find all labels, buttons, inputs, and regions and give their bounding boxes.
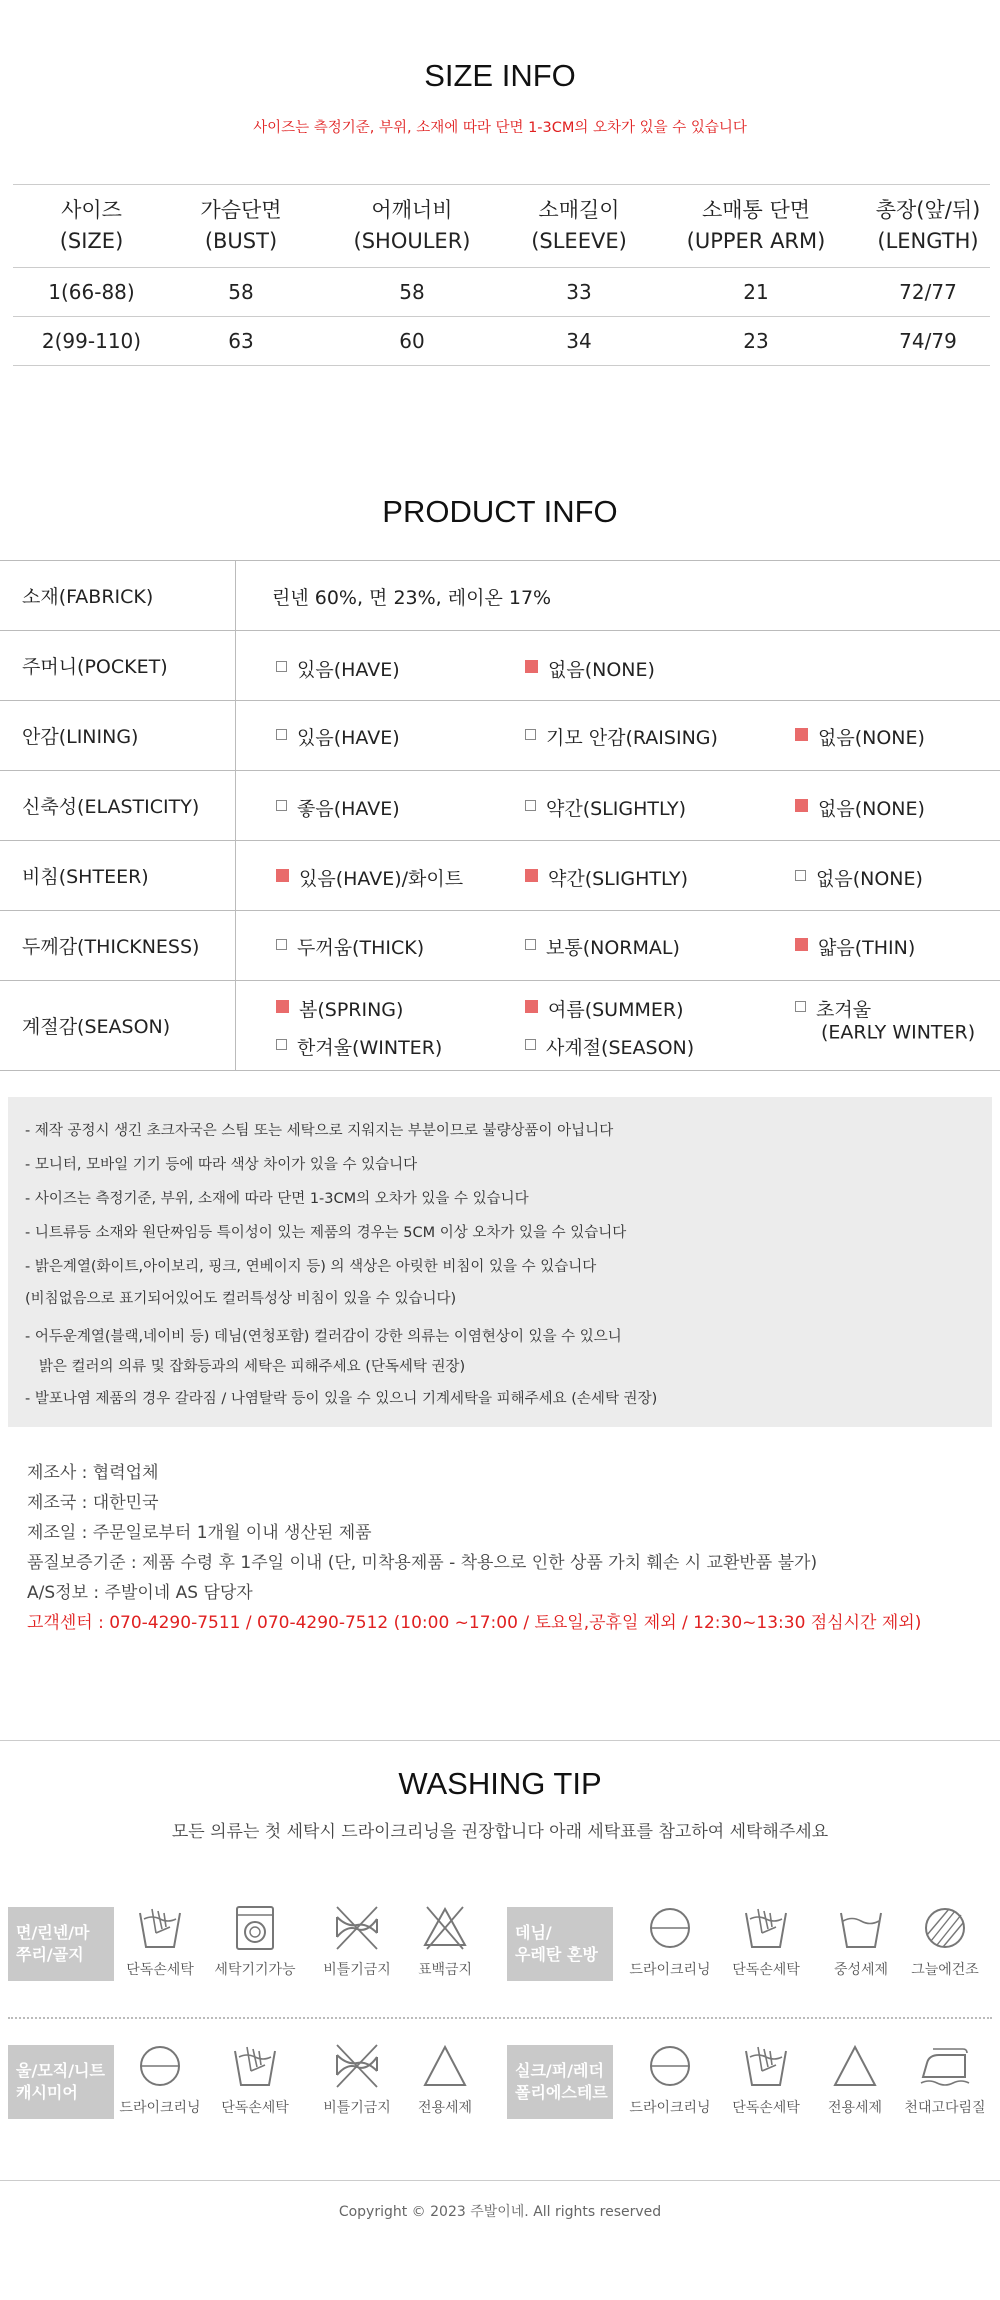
- product-info-row-elasticity: [0, 771, 1000, 841]
- option-slightly: 약간(SLIGHTLY): [525, 794, 686, 821]
- option-have: 있음(HAVE): [276, 723, 400, 750]
- table-cell: 60: [312, 317, 512, 366]
- wash-item: 드라이크리닝: [625, 1903, 715, 1979]
- washing-machine-icon: [229, 1903, 281, 1953]
- size-header-sleeve: 소매길이 (SLEEVE): [512, 185, 646, 268]
- maker-info-line: 제조일 : 주문일로부터 1개월 이내 생산된 제품: [27, 1523, 372, 1543]
- checkbox-checked: [525, 869, 538, 882]
- wash-item: 단독손세탁: [210, 2041, 300, 2117]
- checkbox-checked: [276, 869, 289, 882]
- option-early-winter-en: (EARLY WINTER): [821, 1021, 976, 1044]
- row-label: 두께감(THICKNESS): [0, 911, 236, 980]
- customer-center-line: 고객센터 : 070-4290-7511 / 070-4290-7512 (10:00 ~17:00 / 토요일,공휴일 제외 / 12:30~13:30 점심시간 제외): [27, 1613, 922, 1633]
- wash-item: 비틀기금지: [312, 1903, 402, 1979]
- maker-info-line: A/S정보 : 주발이네 AS 담당자: [27, 1583, 253, 1603]
- iron-with-cloth-icon: [919, 2041, 971, 2091]
- wash-item: 중성세제: [816, 1903, 906, 1979]
- size-table: [13, 184, 990, 366]
- dry-clean-icon: [134, 2041, 186, 2091]
- checkbox-unchecked: [276, 729, 287, 740]
- wash-item: 표백금지: [400, 1903, 490, 1979]
- row-label: 소재(FABRICK): [0, 561, 236, 630]
- checkbox-unchecked: [276, 939, 287, 950]
- checkbox-checked: [795, 938, 808, 951]
- maker-info-line: 품질보증기준 : 제품 수령 후 1주일 이내 (단, 미착용제품 - 착용으로 인한 상품 가치 훼손 시 교환반품 불가): [27, 1553, 818, 1573]
- dry-clean-icon: [644, 2041, 696, 2091]
- notice-line: (비침없음으로 표기되어있어도 컬러특성상 비침이 있을 수 있습니다): [25, 1291, 457, 1307]
- hand-wash-icon: [229, 2041, 281, 2091]
- table-cell: 58: [170, 268, 312, 317]
- maker-info-line: 제조사 : 협력업체: [27, 1463, 159, 1483]
- product-info-table: [0, 560, 1000, 1071]
- option-have: 좋음(HAVE): [276, 794, 400, 821]
- table-cell: 34: [512, 317, 646, 366]
- checkbox-unchecked: [525, 800, 536, 811]
- hand-wash-icon: [134, 1903, 186, 1953]
- wash-item: 전용세제: [400, 2041, 490, 2117]
- table-cell: 72/77: [866, 268, 990, 317]
- notice-line: - 어두운계열(블랙,네이비 등) 데님(연청포함) 컬러감이 강한 의류는 이염현상이 있을 수 있으니: [25, 1329, 622, 1345]
- option-raising: 기모 안감(RAISING): [525, 723, 718, 750]
- option-slightly: 약간(SLIGHTLY): [525, 864, 688, 891]
- checkbox-checked: [525, 1000, 538, 1013]
- wash-item: 단독손세탁: [721, 1903, 811, 1979]
- notice-line: - 밝은계열(화이트,아이보리, 핑크, 연베이지 등) 의 색상은 아릿한 비침이 있을 수 있습니다: [25, 1259, 597, 1275]
- row-label: 안감(LINING): [0, 701, 236, 770]
- option-none: 없음(NONE): [795, 864, 923, 891]
- checkbox-unchecked: [276, 1039, 287, 1050]
- product-info-row-lining: [0, 701, 1000, 771]
- checkbox-unchecked: [795, 1001, 806, 1012]
- table-row: [13, 268, 990, 317]
- option-early-winter: 초겨울: [795, 995, 871, 1022]
- product-info-row-fabric: [0, 561, 1000, 631]
- wash-category-silk: 실크/퍼/레더 폴리에스테르: [507, 2045, 613, 2119]
- maker-info-line: 제조국 : 대한민국: [27, 1493, 159, 1513]
- row-label: 비침(SHTEER): [0, 841, 236, 910]
- shade-dry-icon: [919, 1903, 971, 1953]
- notice-box: [8, 1097, 992, 1427]
- wash-category-denim: 데님/ 우레탄 혼방: [507, 1907, 613, 1981]
- washing-tip-title: WASHING TIP: [398, 1766, 602, 1801]
- checkbox-unchecked: [276, 800, 287, 811]
- no-twist-icon: [331, 1903, 383, 1953]
- no-bleach-icon: [419, 1903, 471, 1953]
- checkbox-unchecked: [525, 939, 536, 950]
- dotted-divider: [8, 2017, 992, 2019]
- wash-item: 세탁기기가능: [210, 1903, 300, 1979]
- wash-item: 그늘에건조: [900, 1903, 990, 1979]
- notice-line: - 사이즈는 측정기준, 부위, 소재에 따라 단면 1-3CM의 오차가 있을 수 있습니다: [25, 1191, 529, 1207]
- checkbox-unchecked: [795, 870, 806, 881]
- product-info-row-sheer: [0, 841, 1000, 911]
- dry-clean-icon: [644, 1903, 696, 1953]
- table-cell: 1(66-88): [13, 268, 170, 317]
- size-info-subtitle: 사이즈는 측정기준, 부위, 소재에 따라 단면 1-3CM의 오차가 있을 수 있습니다: [253, 120, 747, 136]
- checkbox-checked: [795, 799, 808, 812]
- copyright-text: Copyright © 2023 주발이네. All rights reserved: [338, 2204, 662, 2220]
- checkbox-checked: [525, 660, 538, 673]
- notice-line: - 니트류등 소재와 원단짜임등 특이성이 있는 제품의 경우는 5CM 이상 오차가 있을 수 있습니다: [25, 1225, 627, 1241]
- product-info-row-pocket: [0, 631, 1000, 701]
- option-none: 없음(NONE): [795, 794, 925, 821]
- table-cell: 23: [646, 317, 866, 366]
- special-detergent-icon: [419, 2041, 471, 2091]
- checkbox-unchecked: [525, 1039, 536, 1050]
- option-winter: 한겨울(WINTER): [276, 1033, 442, 1060]
- notice-line: - 제작 공정시 생긴 초크자국은 스팀 또는 세탁으로 지워지는 부분이므로 불량상품이 아닙니다: [25, 1123, 614, 1139]
- row-label: 계절감(SEASON): [0, 981, 236, 1070]
- size-info-title: SIZE INFO: [424, 58, 576, 93]
- option-thin: 얇음(THIN): [795, 933, 915, 960]
- no-twist-icon: [331, 2041, 383, 2091]
- size-header-bust: 가슴단면 (BUST): [170, 185, 312, 268]
- option-normal: 보통(NORMAL): [525, 933, 680, 960]
- table-cell: 33: [512, 268, 646, 317]
- wash-item: 전용세제: [810, 2041, 900, 2117]
- product-info-row-season: [0, 981, 1000, 1071]
- row-label: 신축성(ELASTICITY): [0, 771, 236, 840]
- table-cell: 74/79: [866, 317, 990, 366]
- checkbox-unchecked: [525, 729, 536, 740]
- size-table-header-row: [13, 185, 990, 268]
- product-info-title: PRODUCT INFO: [382, 494, 618, 529]
- size-header-length: 총장(앞/뒤) (LENGTH): [866, 185, 990, 268]
- checkbox-unchecked: [276, 661, 287, 672]
- size-header-shoulder: 어깨너비 (SHOULER): [312, 185, 512, 268]
- notice-line: - 발포나염 제품의 경우 갈라짐 / 나염탈락 등이 있을 수 있으니 기계세탁을 피해주세요 (손세탁 권장): [25, 1391, 658, 1407]
- table-cell: 58: [312, 268, 512, 317]
- checkbox-checked: [795, 728, 808, 741]
- section-divider: [0, 1740, 1000, 1741]
- option-have: 있음(HAVE)/화이트: [276, 864, 463, 891]
- option-none: 없음(NONE): [795, 723, 925, 750]
- wash-item: 드라이크리닝: [625, 2041, 715, 2117]
- table-row: [13, 317, 990, 366]
- wash-item: 단독손세탁: [721, 2041, 811, 2117]
- washing-tip-subtitle: 모든 의류는 첫 세탁시 드라이크리닝을 권장합니다 아래 세탁표를 참고하여 세탁해주세요: [171, 1822, 829, 1842]
- row-label: 주머니(POCKET): [0, 631, 236, 700]
- footer-divider: [0, 2180, 1000, 2181]
- hand-wash-icon: [740, 1903, 792, 1953]
- neutral-detergent-icon: [835, 1903, 887, 1953]
- hand-wash-icon: [740, 2041, 792, 2091]
- option-none: 없음(NONE): [525, 655, 655, 682]
- wash-item: 드라이크리닝: [115, 2041, 205, 2117]
- special-detergent-icon: [829, 2041, 881, 2091]
- option-have: 있음(HAVE): [276, 655, 400, 682]
- wash-category-cotton-linen: 면/린넨/마 쭈리/골지: [8, 1907, 114, 1981]
- size-header-upper-arm: 소매통 단면 (UPPER ARM): [646, 185, 866, 268]
- size-header-size: 사이즈 (SIZE): [13, 185, 170, 268]
- checkbox-checked: [276, 1000, 289, 1013]
- option-summer: 여름(SUMMER): [525, 995, 684, 1022]
- table-cell: 21: [646, 268, 866, 317]
- product-info-row-thickness: [0, 911, 1000, 981]
- wash-category-wool: 울/모직/니트 캐시미어: [8, 2045, 114, 2119]
- option-thick: 두꺼움(THICK): [276, 933, 424, 960]
- fabric-value: 린넨 60%, 면 23%, 레이온 17%: [272, 587, 552, 609]
- wash-item: 단독손세탁: [115, 1903, 205, 1979]
- notice-line: - 모니터, 모바일 기기 등에 따라 색상 차이가 있을 수 있습니다: [25, 1157, 418, 1173]
- notice-line: 밝은 컬러의 의류 및 잡화등과의 세탁은 피해주세요 (단독세탁 권장): [25, 1359, 466, 1375]
- wash-item: 비틀기금지: [312, 2041, 402, 2117]
- table-cell: 63: [170, 317, 312, 366]
- table-cell: 2(99-110): [13, 317, 170, 366]
- wash-item: 천대고다림질: [900, 2041, 990, 2117]
- option-spring: 봄(SPRING): [276, 995, 403, 1022]
- option-all-season: 사계절(SEASON): [525, 1033, 694, 1060]
